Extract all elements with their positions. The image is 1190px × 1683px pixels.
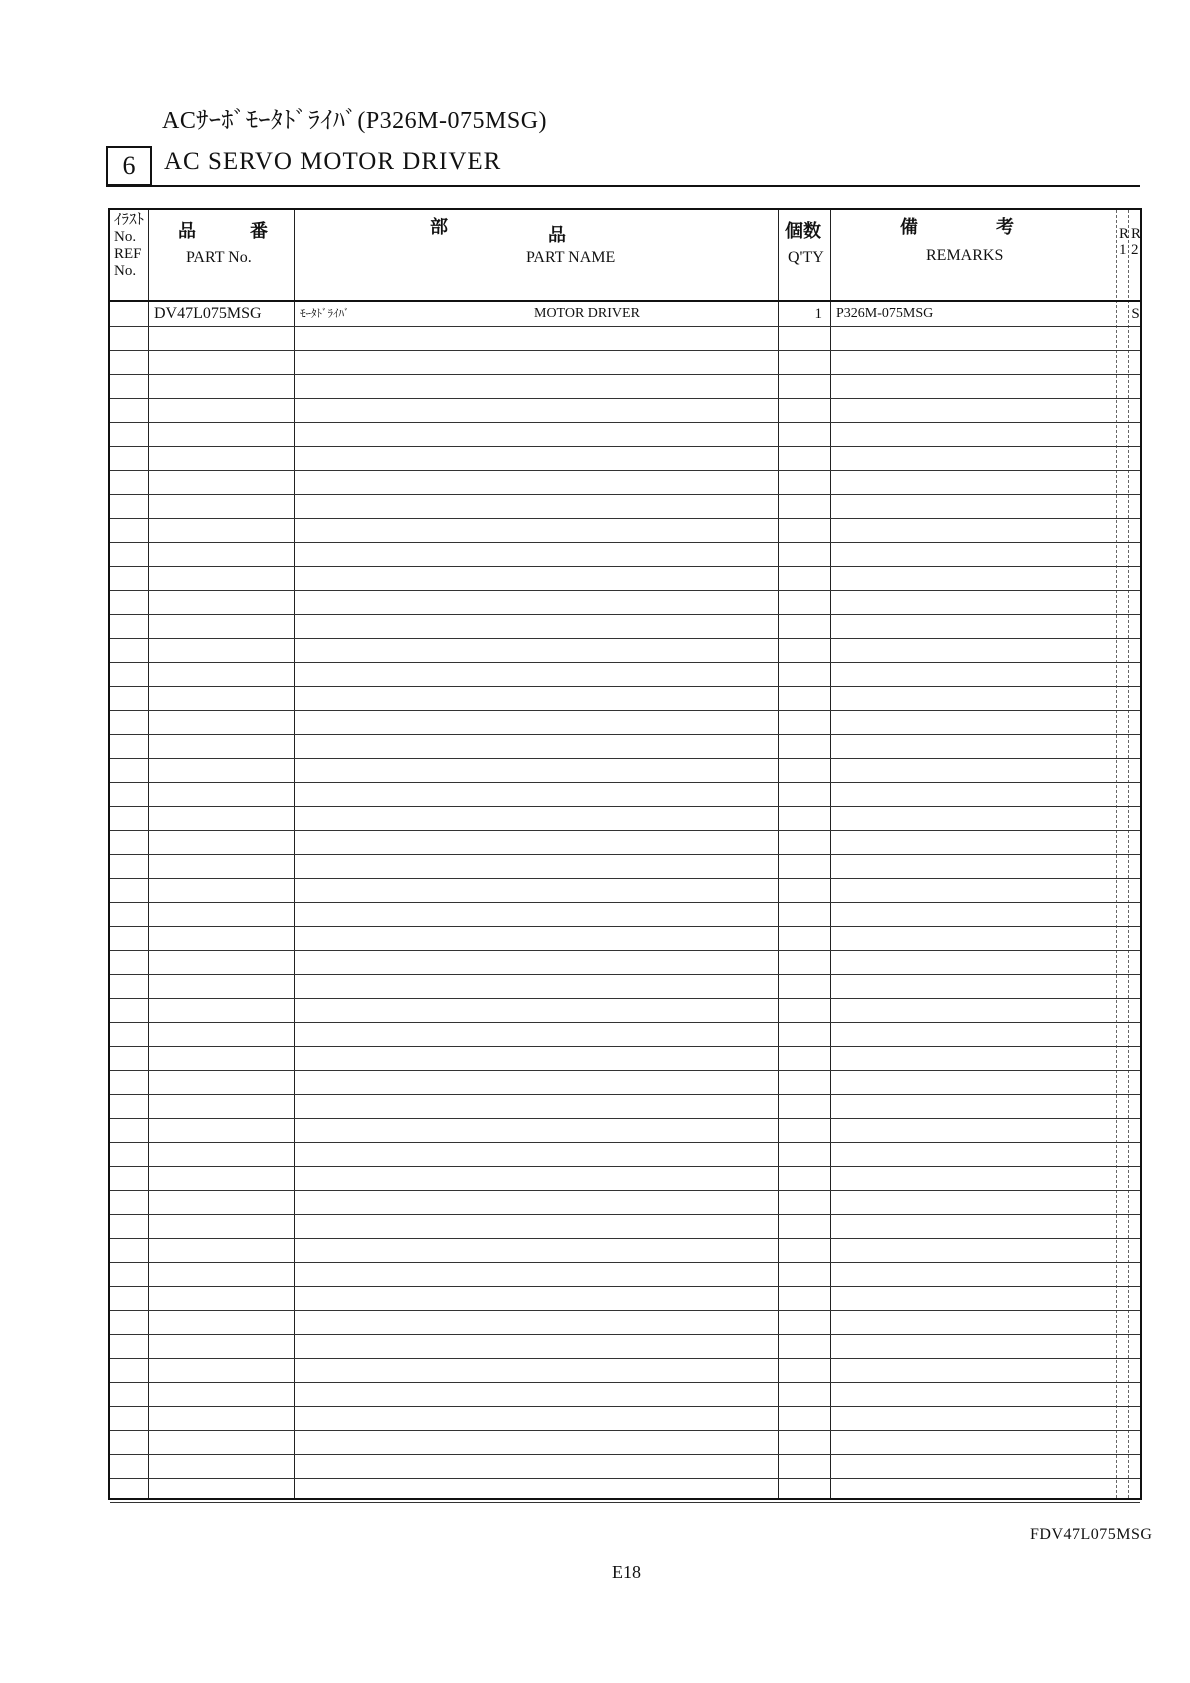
table-row [110, 1190, 1140, 1215]
table-row [110, 1382, 1140, 1407]
cell-name-jp: ﾓｰﾀﾄﾞﾗｲﾊﾞ [300, 307, 350, 320]
cell-part-no: DV47L075MSG [154, 305, 262, 322]
table-row [110, 542, 1140, 567]
table-row [110, 1406, 1140, 1431]
table-row [110, 422, 1140, 447]
header-r1-top: R [1119, 226, 1130, 242]
page-number: E18 [612, 1562, 641, 1582]
parts-table [108, 208, 1142, 1500]
header-r1-bottom: 1 [1119, 242, 1127, 258]
table-row [110, 1238, 1140, 1263]
header-qty-jp: 個数 [785, 221, 821, 242]
table-row [110, 1454, 1140, 1479]
table-row [110, 494, 1140, 519]
table-row [110, 758, 1140, 783]
section-number: 6 [122, 151, 136, 180]
table-row [110, 878, 1140, 903]
header-remarks-jp-1: 備 [900, 217, 918, 238]
table-row [110, 1118, 1140, 1143]
table-row [110, 1262, 1140, 1287]
table-row [110, 1358, 1140, 1383]
table-row [110, 638, 1140, 663]
table-row [110, 1166, 1140, 1191]
header-partname-en: PART NAME [526, 249, 616, 266]
table-row [110, 446, 1140, 471]
table-body [110, 302, 1140, 1498]
table-row [110, 1070, 1140, 1095]
header-r2-top: R [1131, 226, 1142, 242]
table-row [110, 302, 1140, 327]
table-row [110, 1430, 1140, 1455]
header-qty-en: Q'TY [788, 249, 824, 266]
cell-remarks: P326M-075MSG [836, 306, 934, 321]
table-row [110, 350, 1140, 375]
table-row [110, 1094, 1140, 1119]
header-ref-no: No. [114, 229, 137, 245]
cell-r2: S [1131, 306, 1140, 322]
table-row [110, 1286, 1140, 1311]
table-row [110, 1334, 1140, 1359]
header-partno-jp-2: 番 [250, 221, 268, 242]
cell-r1 [1117, 302, 1128, 326]
cell-qty: 1 [814, 306, 822, 322]
table-row [110, 998, 1140, 1023]
table-row [110, 974, 1140, 999]
document-code: FDV47L075MSG [1030, 1526, 1153, 1543]
table-row [110, 710, 1140, 735]
table-row [110, 1046, 1140, 1071]
page-title-english: AC SERVO MOTOR DRIVER [164, 148, 502, 175]
table-row [110, 1310, 1140, 1335]
header-partname-jp-2: 品 [548, 225, 566, 246]
table-row [110, 734, 1140, 759]
table-row [110, 806, 1140, 831]
header-r2-bottom: 2 [1131, 242, 1139, 258]
table-row [110, 902, 1140, 927]
table-row [110, 566, 1140, 591]
header-remarks-en: REMARKS [926, 247, 1004, 264]
cell-name-en: MOTOR DRIVER [534, 306, 640, 321]
page-title-japanese: ACｻｰﾎﾞﾓｰﾀﾄﾞﾗｲﾊﾞ(P326M-075MSG) [162, 108, 548, 134]
title-underline [106, 185, 1140, 187]
cell-ref [114, 302, 146, 326]
table-row [110, 1022, 1140, 1047]
table-row [110, 590, 1140, 615]
table-row [110, 782, 1140, 807]
table-row [110, 926, 1140, 951]
table-row [110, 830, 1140, 855]
section-number-box [106, 146, 152, 186]
header-partname-jp-1: 部 [430, 217, 448, 238]
header-ref-no2: No. [114, 263, 137, 279]
table-row [110, 518, 1140, 543]
header-ref-jp: ｲﾗｽﾄ [114, 212, 145, 228]
table-row [110, 614, 1140, 639]
table-row [110, 398, 1140, 423]
table-row [110, 374, 1140, 399]
table-row [110, 470, 1140, 495]
table-row [110, 854, 1140, 879]
table-row [110, 686, 1140, 711]
header-remarks-jp-2: 考 [996, 217, 1014, 238]
table-row [110, 950, 1140, 975]
table-row [110, 326, 1140, 351]
table-row [110, 1142, 1140, 1167]
table-row [110, 1214, 1140, 1239]
header-partno-jp-1: 品 [178, 221, 196, 242]
header-ref-ref: REF [114, 246, 142, 262]
header-partno-en: PART No. [186, 249, 252, 266]
table-row [110, 662, 1140, 687]
table-row [110, 1478, 1140, 1503]
